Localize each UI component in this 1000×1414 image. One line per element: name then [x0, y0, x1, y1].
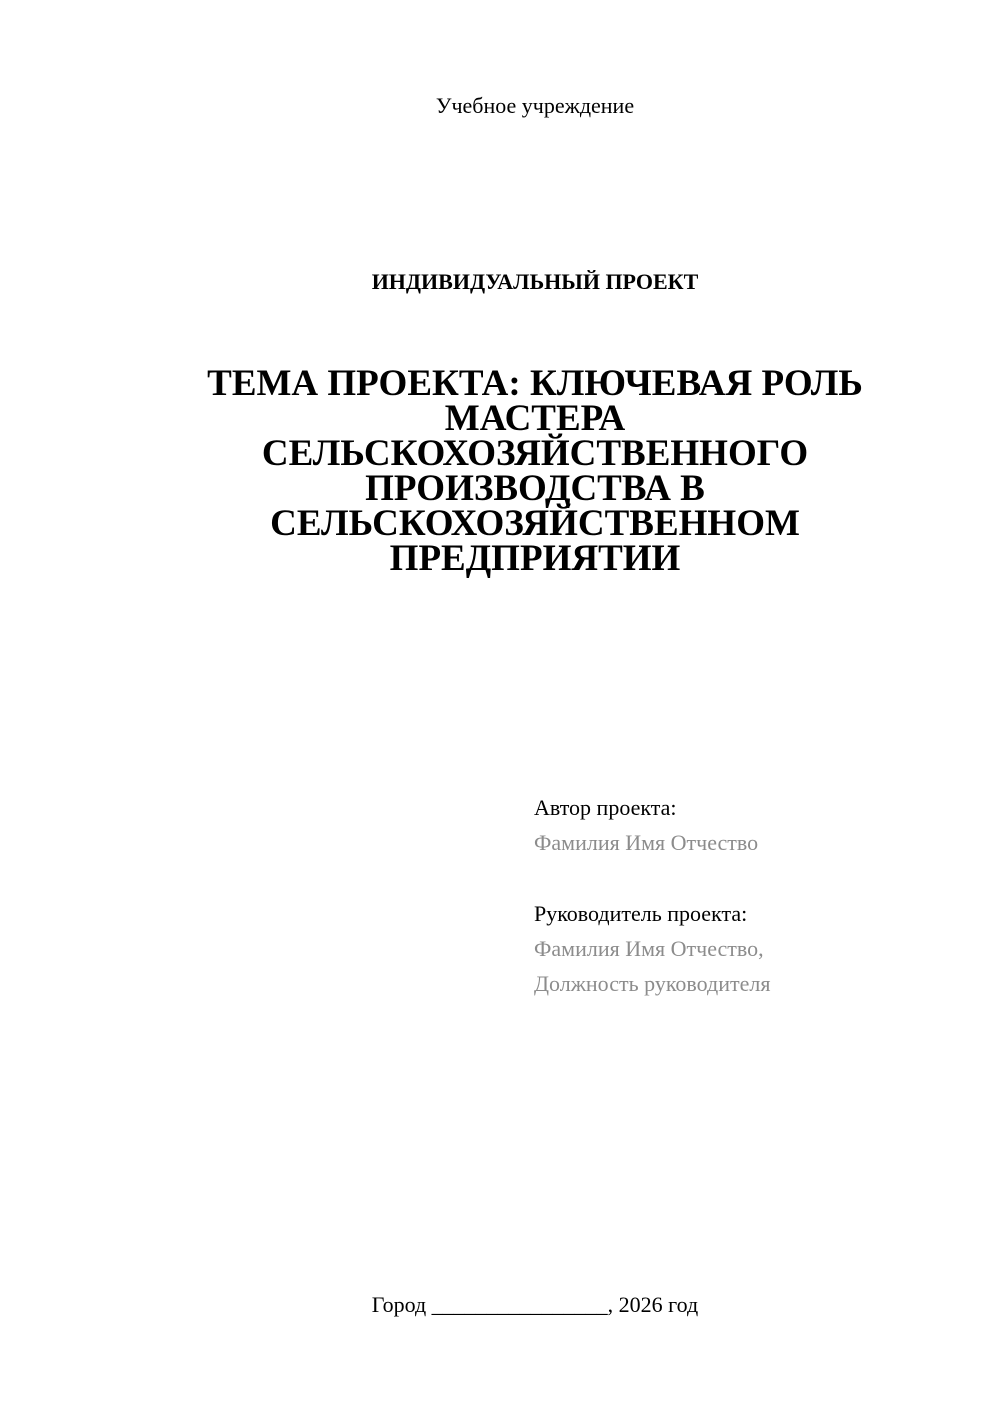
author-label: Автор проекта: [534, 795, 677, 820]
project-title-line: ПРОИЗВОДСТВА В [365, 468, 705, 509]
project-type-heading: ИНДИВИДУАЛЬНЫЙ ПРОЕКТ [371, 269, 699, 294]
project-title-line: СЕЛЬСКОХОЗЯЙСТВЕННОМ [270, 503, 800, 544]
project-title-line: СЕЛЬСКОХОЗЯЙСТВЕННОГО [261, 433, 809, 474]
author-name: Фамилия Имя Отчество [534, 830, 759, 855]
credits-block [534, 790, 974, 1001]
institution-name: Учебное учреждение [435, 93, 635, 118]
supervisor-label: Руководитель проекта: [534, 901, 748, 926]
city-year-line: Город ________________, 2026 год [371, 1292, 699, 1317]
project-title-line: ПРЕДПРИЯТИИ [389, 538, 681, 579]
supervisor-name: Фамилия Имя Отчество, [534, 936, 764, 961]
credits-spacer [534, 860, 974, 896]
supervisor-position: Должность руководителя [534, 971, 771, 996]
project-title [190, 363, 880, 579]
project-title-line: ТЕМА ПРОЕКТА: КЛЮЧЕВАЯ РОЛЬ [207, 363, 863, 404]
project-title-line: МАСТЕРА [444, 398, 626, 439]
